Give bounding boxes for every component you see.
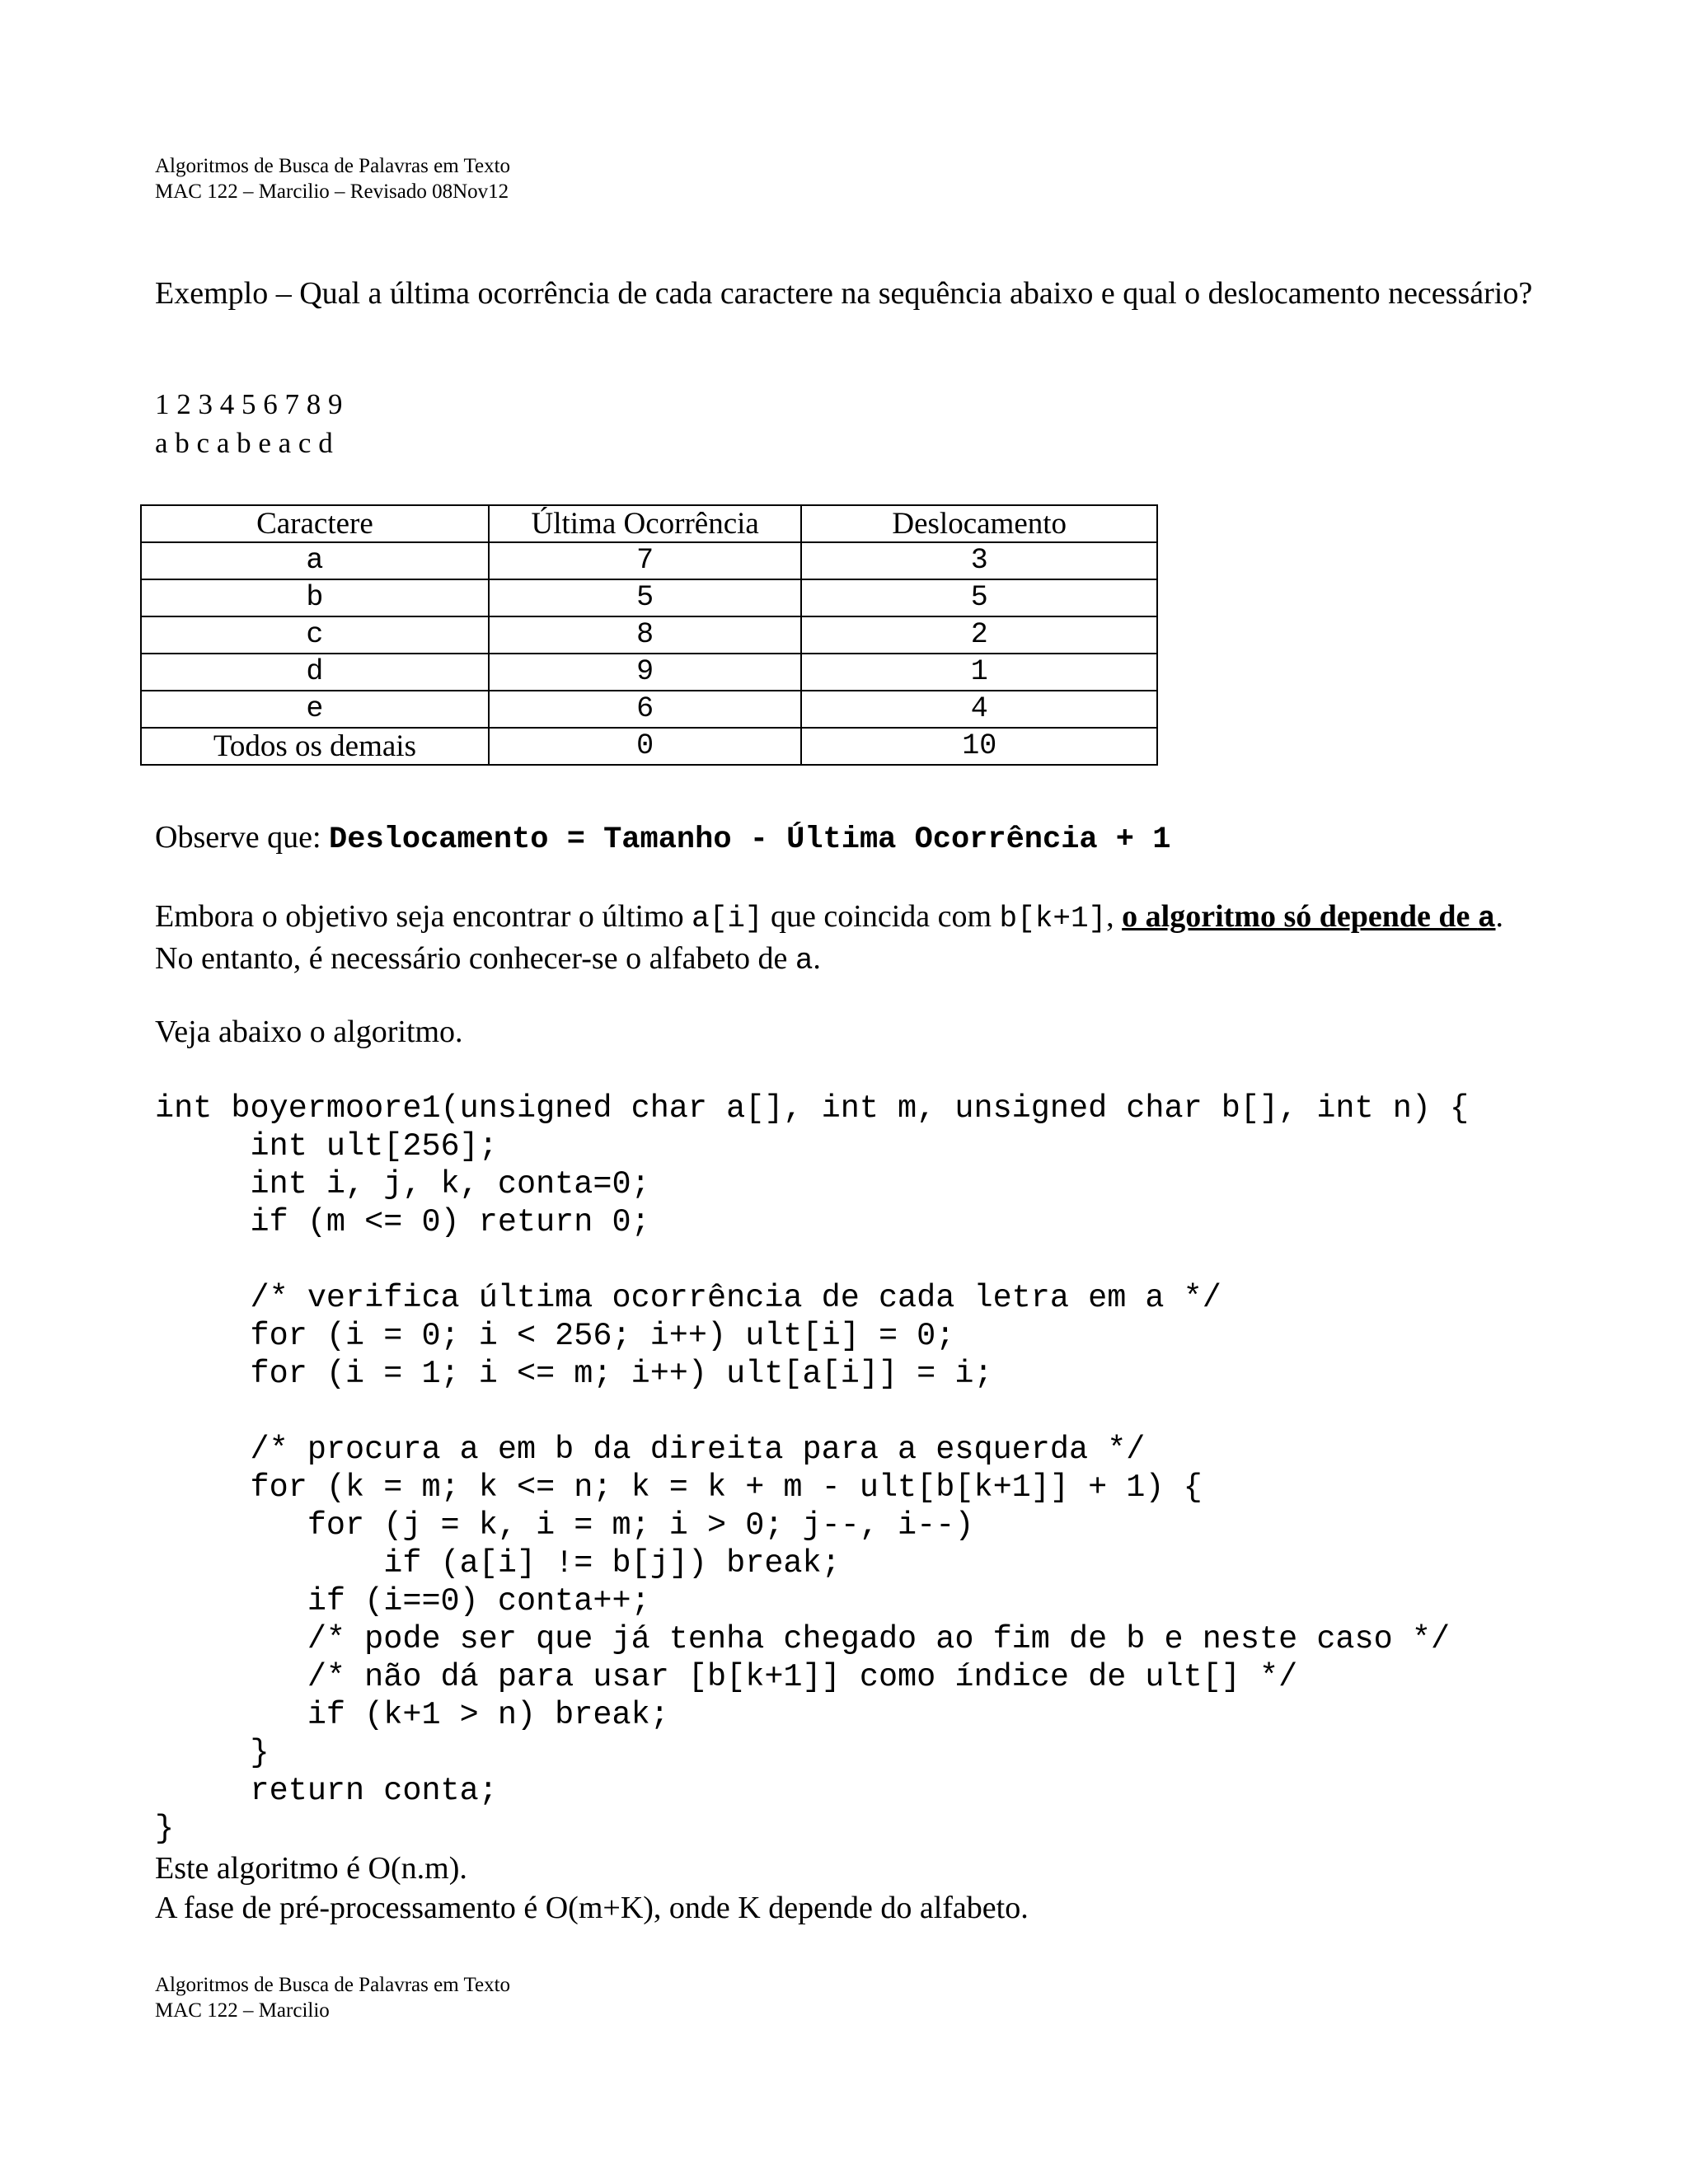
cell-shift: 10 bbox=[801, 728, 1157, 765]
observe-prefix: Observe que: bbox=[155, 820, 321, 855]
observe-paragraph bbox=[155, 818, 1170, 860]
code-line: if (i==0) conta++; bbox=[155, 1583, 650, 1619]
embora-paragraph bbox=[155, 897, 1540, 981]
code-line bbox=[155, 1393, 1469, 1431]
cell-shift: 2 bbox=[801, 616, 1157, 654]
code-line: int ult[256]; bbox=[155, 1128, 498, 1165]
code-line: for (i = 1; i <= m; i++) ult[a[i]] = i; bbox=[155, 1356, 993, 1392]
footer-subtitle: MAC 122 – Marcilio bbox=[155, 1999, 330, 2022]
code-line: } bbox=[155, 1735, 270, 1771]
footer-title: Algoritmos de Busca de Palavras em Texto bbox=[155, 1974, 511, 1996]
preprocessing-statement: A fase de pré-processamento é O(m+K), onde K depende do alfabeto. bbox=[155, 1891, 1029, 1925]
column-header-shift: Deslocamento bbox=[801, 505, 1157, 542]
code-line: /* procura a em b da direita para a esquerda */ bbox=[155, 1432, 1146, 1468]
emphasis-depends-on bbox=[1122, 899, 1495, 934]
cell-last-occurrence: 6 bbox=[489, 691, 802, 728]
cell-last-occurrence: 5 bbox=[489, 579, 802, 616]
code-line: for (k = m; k <= n; k = k + m - ult[b[k+1]] + 1) { bbox=[155, 1469, 1203, 1506]
page-header bbox=[155, 153, 510, 204]
embora-text-4: . No entanto, é necessário conhecer-se o alfabeto de bbox=[155, 899, 1503, 976]
code-listing bbox=[155, 1090, 1469, 1848]
header-title: Algoritmos de Busca de Palavras em Texto bbox=[155, 155, 511, 177]
code-line: int i, j, k, conta=0; bbox=[155, 1166, 650, 1202]
code-line: if (a[i] != b[j]) break; bbox=[155, 1545, 841, 1582]
positions-line: 1 2 3 4 5 6 7 8 9 bbox=[155, 388, 343, 420]
cell-character: a bbox=[141, 542, 489, 579]
page-footer bbox=[155, 1972, 510, 2023]
cell-character: Todos os demais bbox=[141, 728, 489, 765]
embora-text-5: . bbox=[813, 941, 821, 976]
code-line: for (i = 0; i < 256; i++) ult[i] = 0; bbox=[155, 1318, 955, 1354]
inline-code-a: a bbox=[795, 944, 814, 977]
cell-shift: 5 bbox=[801, 579, 1157, 616]
table-row bbox=[141, 654, 1157, 691]
emphasis-code-a: a bbox=[1477, 902, 1496, 935]
cell-shift: 3 bbox=[801, 542, 1157, 579]
table-header-row bbox=[141, 505, 1157, 542]
cell-shift: 1 bbox=[801, 654, 1157, 691]
code-line bbox=[155, 1241, 1469, 1279]
embora-text-2: que coincida com bbox=[762, 899, 1000, 934]
code-line: /* verifica última ocorrência de cada letra em a */ bbox=[155, 1280, 1221, 1316]
inline-code-b-k1: b[k+1] bbox=[999, 902, 1107, 935]
example-question: Exemplo – Qual a última ocorrência de cada caractere na sequência abaixo e qual o deslocamento necessário? bbox=[155, 276, 1533, 311]
cell-character: c bbox=[141, 616, 489, 654]
emphasis-text: o algoritmo só depende de bbox=[1122, 899, 1478, 934]
cell-character: b bbox=[141, 579, 489, 616]
code-line: return conta; bbox=[155, 1773, 498, 1809]
header-subtitle: MAC 122 – Marcilio – Revisado 08Nov12 bbox=[155, 180, 509, 203]
code-line: if (m <= 0) return 0; bbox=[155, 1204, 650, 1240]
veja-paragraph: Veja abaixo o algoritmo. bbox=[155, 1015, 463, 1049]
shift-formula: Deslocamento = Tamanho - Última Ocorrência + 1 bbox=[329, 823, 1171, 857]
code-line: int boyermoore1(unsigned char a[], int m, unsigned char b[], int n) { bbox=[155, 1090, 1470, 1127]
code-line: /* pode ser que já tenha chegado ao fim de b e neste caso */ bbox=[155, 1621, 1451, 1657]
cell-last-occurrence: 8 bbox=[489, 616, 802, 654]
table-row bbox=[141, 542, 1157, 579]
column-header-character: Caractere bbox=[141, 505, 489, 542]
table-row bbox=[141, 728, 1157, 765]
embora-text-1: Embora o objetivo seja encontrar o último bbox=[155, 899, 692, 934]
table-row bbox=[141, 691, 1157, 728]
cell-last-occurrence: 0 bbox=[489, 728, 802, 765]
occurrence-table bbox=[140, 504, 1158, 766]
code-line: /* não dá para usar [b[k+1]] como índice de ult[] */ bbox=[155, 1659, 1298, 1695]
cell-last-occurrence: 9 bbox=[489, 654, 802, 691]
embora-text-3: , bbox=[1106, 899, 1123, 934]
sequence-line: a b c a b e a c d bbox=[155, 427, 333, 459]
code-line: if (k+1 > n) break; bbox=[155, 1697, 669, 1733]
code-line: for (j = k, i = m; i > 0; j--, i--) bbox=[155, 1507, 974, 1544]
inline-code-a-i: a[i] bbox=[692, 902, 763, 935]
table-row bbox=[141, 579, 1157, 616]
cell-shift: 4 bbox=[801, 691, 1157, 728]
complexity-statement: Este algoritmo é O(n.m). bbox=[155, 1851, 467, 1886]
conclusion bbox=[155, 1849, 1029, 1928]
column-header-last-occurrence: Última Ocorrência bbox=[489, 505, 802, 542]
cell-character: e bbox=[141, 691, 489, 728]
table-row bbox=[141, 616, 1157, 654]
cell-character: d bbox=[141, 654, 489, 691]
code-line: } bbox=[155, 1811, 175, 1847]
cell-last-occurrence: 7 bbox=[489, 542, 802, 579]
